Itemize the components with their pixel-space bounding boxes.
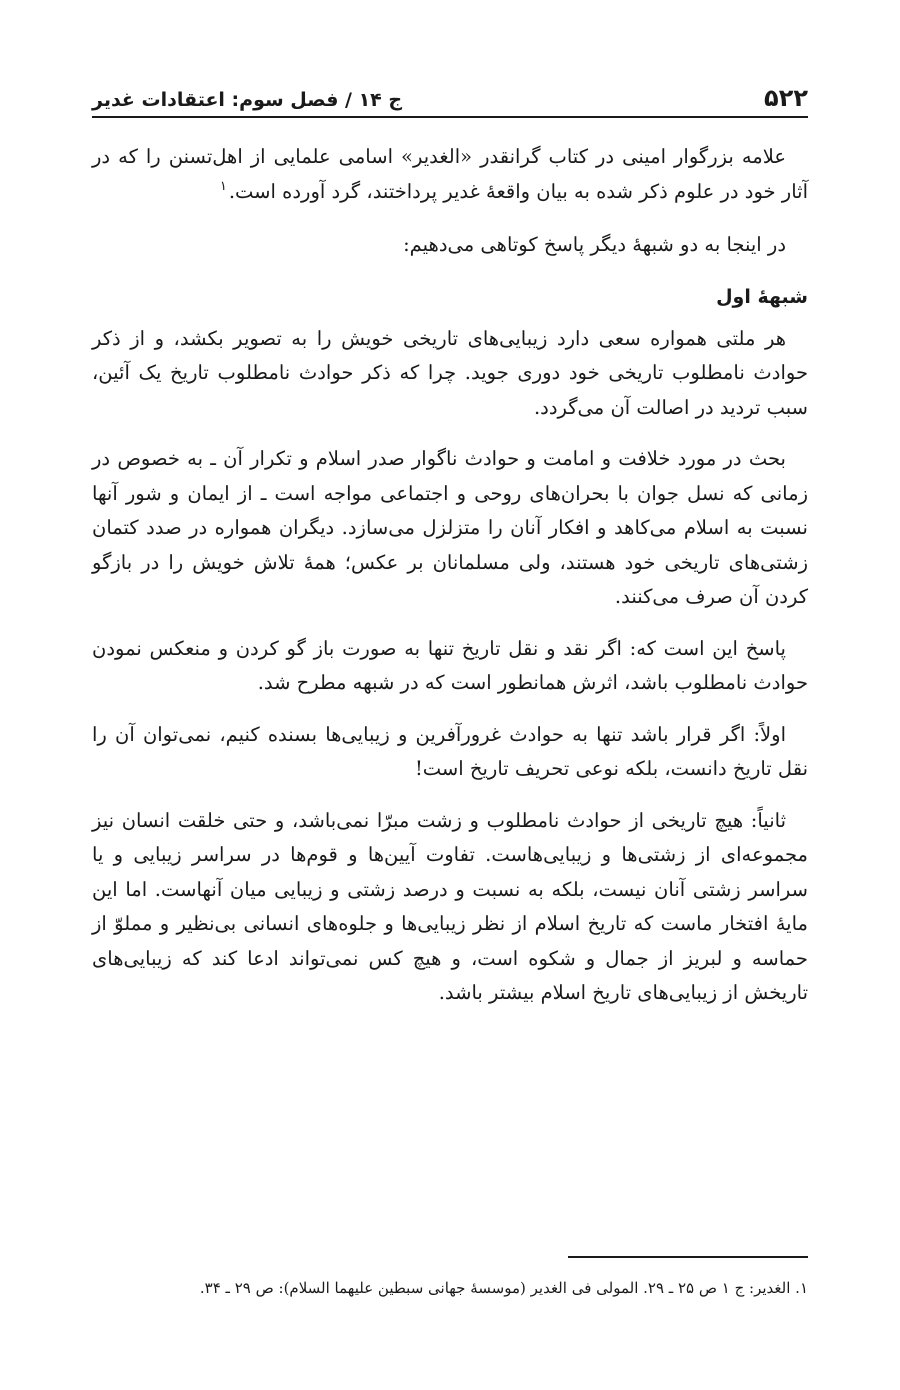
paragraph-first-point: اولاً: اگر قرار باشد تنها به حوادث غرورآفرین و زیبایی‌ها بسنده کنیم، نمی‌توان آن را نقل تاریخ دانست، بلکه نوعی تحریف تاریخ است! xyxy=(92,722,808,780)
paragraph-lead-in: در اینجا به دو شبههٔ دیگر پاسخ کوتاهی می‌دهیم: xyxy=(403,233,786,256)
running-head: ج ۱۴ / فصل سوم: اعتقادات غدیر xyxy=(92,89,403,111)
footnote-reference: ۱ xyxy=(219,179,227,194)
page-number: ۵۲۲ xyxy=(764,84,808,112)
paragraph-intro-text: علامه بزرگوار امینی در کتاب گرانقدر «الغدیر» اسامی علمایی از اهل‌تسنن را که در آثار خود در علوم ذکر شده به بیان واقعهٔ غدیر پرداختند، گرد آورده است. xyxy=(92,145,808,203)
paragraph-intro xyxy=(92,140,808,209)
section-heading: شبههٔ اول xyxy=(716,285,808,308)
paragraph-second-point: ثانیاً: هیچ تاریخی از حوادث نامطلوب و زشت مبرّا نمی‌باشد، و حتی خلقت انسان نیز مجموعه‌ای از زشتی‌ها و زیبایی‌هاست. تفاوت آیین‌ها و قوم‌ها در سراسر زیبایی و یا سراسر زشتی آنان نیست، بلکه به نسبت و درصد زشتی و زیبایی میان آنهاست. اما این مایهٔ افتخار ماست که تاریخ اسلام از نظر زیبایی‌ها و جلوه‌های انسانی بی‌نظیر و مملوّ از حماسه و لبریز از جمال و شکوه است، و هیچ کس نمی‌تواند ادعا کند که زیبایی‌های تاریخش از زیبایی‌های تاریخ اسلام بیشتر باشد. xyxy=(92,808,808,1004)
page-body xyxy=(92,140,808,1028)
paragraph-objection-detail: بحث در مورد خلافت و امامت و حوادث ناگوار صدر اسلام و تکرار آن ـ به خصوص در زمانی که نسل جوان با بحران‌های روحی و اجتماعی مواجه است ـ از ایمان و شور آنها نسبت به اسلام می‌کاهد و افکار آنان را متزلزل می‌سازد. دیگران همواره در صدد کتمان زشتی‌های تاریخی خود هستند، ولی مسلمانان بر عکس؛ همهٔ تلاش خویش را در بازگو کردن آن صرف می‌کنند. xyxy=(92,447,808,608)
paragraph-objection: هر ملتی همواره سعی دارد زیبایی‌های تاریخی خویش را به تصویر بکشد، و از ذکر حوادث نامطلوب تاریخی خود دوری جوید. چرا که ذکر حوادث نامطلوب تاریخ یک آئین، سبب تردید در اصالت آن می‌گردد. xyxy=(92,326,808,419)
paragraph-answer: پاسخ این است که: اگر نقد و نقل تاریخ تنها به صورت باز گو کردن و منعکس نمودن حوادث نامطلوب باشد، اثرش همانطور است که در شبهه مطرح شد. xyxy=(92,636,808,694)
page-header xyxy=(92,70,808,118)
footnote-divider xyxy=(568,1256,808,1258)
footnote: ۱. الغدیر: ج ۱ ص ۲۵ ـ ۲۹. المولی فی الغدیر (موسسهٔ جهانی سبطین علیهما السلام): ص ۲۹ ـ ۳۴. xyxy=(199,1279,808,1297)
